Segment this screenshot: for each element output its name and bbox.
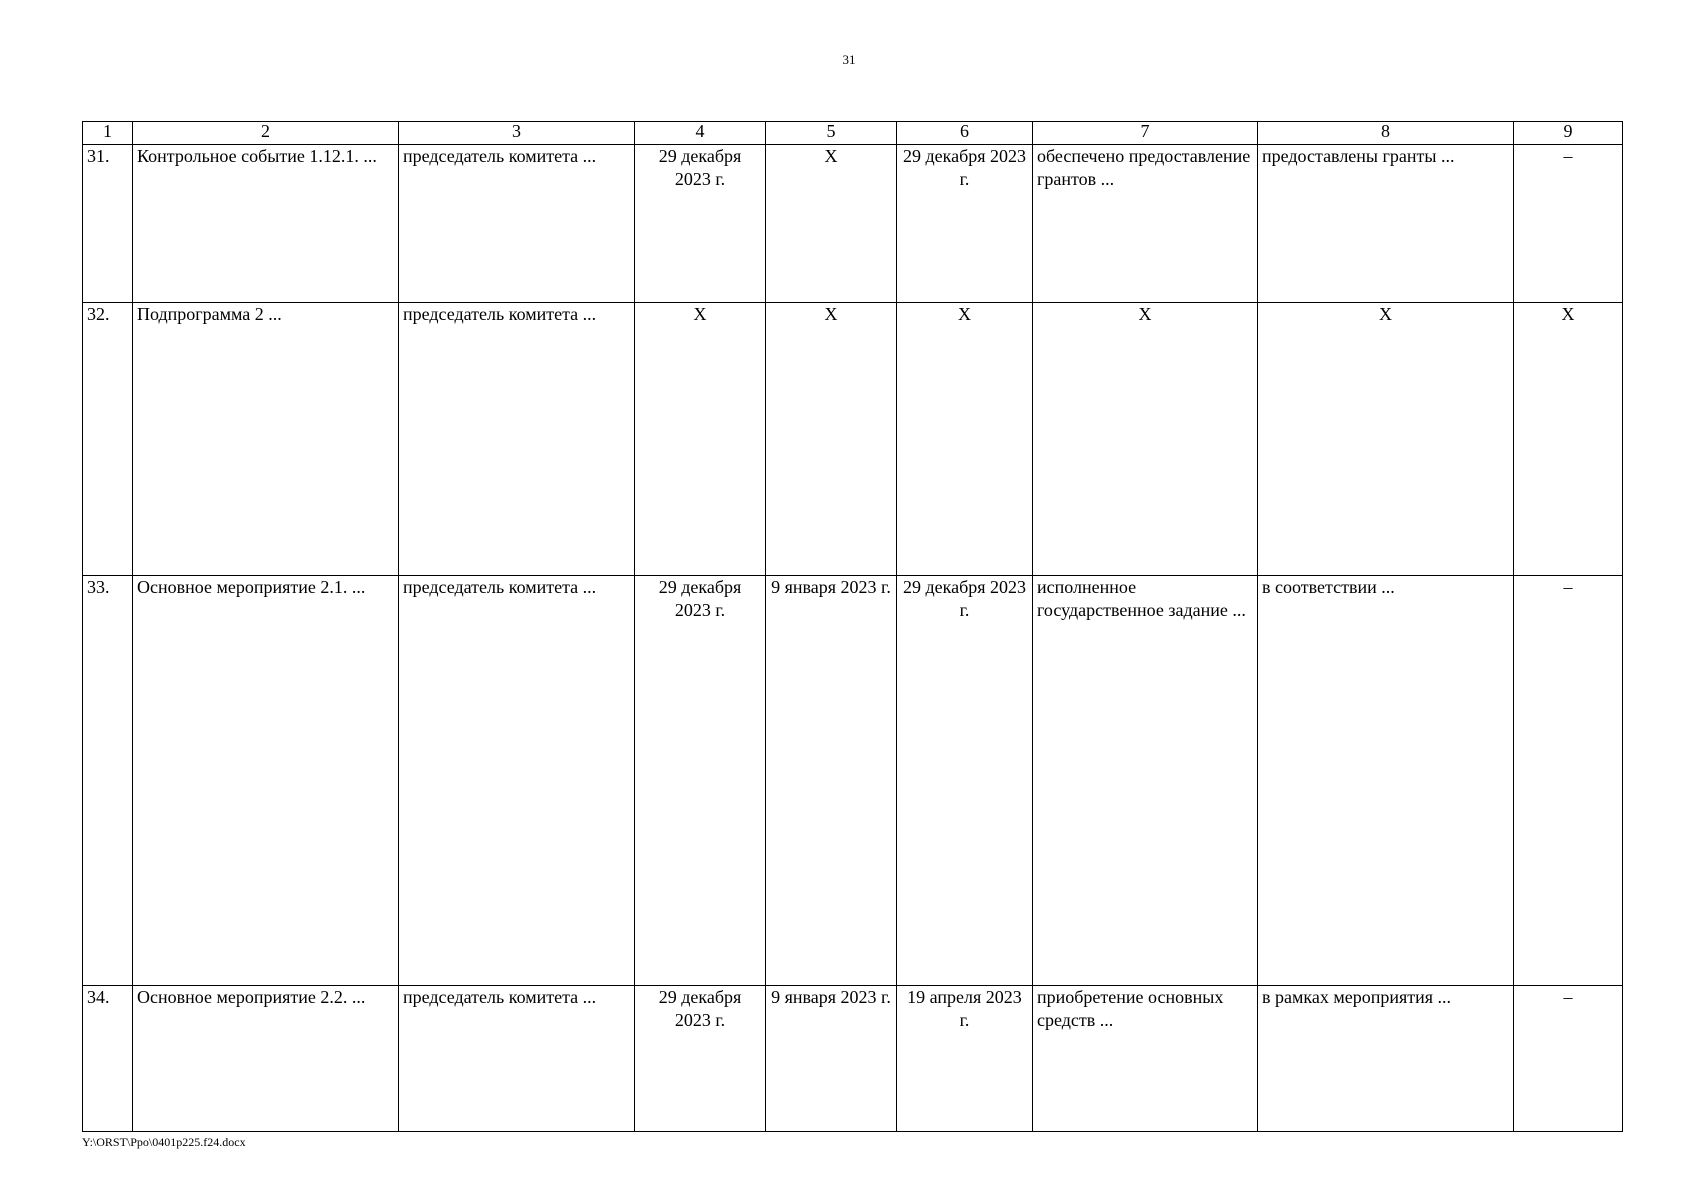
column-header: 8: [1258, 122, 1514, 145]
end-date-cell: 19 апреля 2023 г.: [897, 985, 1033, 1131]
row-number: 34.: [83, 985, 133, 1131]
responsible-cell: председатель комитета ...: [399, 575, 635, 985]
responsible-cell: председатель комитета ...: [399, 985, 635, 1131]
notes-cell: –: [1514, 575, 1623, 985]
planned-date-cell: 29 декабря 2023 г.: [635, 144, 766, 303]
page-number: 31: [842, 52, 856, 67]
expected-result-cell: исполненное государственное задание ...: [1033, 575, 1258, 985]
expected-result-cell: обеспечено предоставление грантов ...: [1033, 144, 1258, 303]
actual-result-cell: в соответствии ...: [1258, 575, 1514, 985]
expected-result-cell: X: [1033, 303, 1258, 576]
planned-date-cell: 29 декабря 2023 г.: [635, 985, 766, 1131]
event-name-cell: Основное мероприятие 2.2. ...: [133, 985, 399, 1131]
column-header: 7: [1033, 122, 1258, 145]
responsible-cell: председатель комитета ...: [399, 144, 635, 303]
table-header-row: [83, 122, 1623, 145]
actual-result-cell: X: [1258, 303, 1514, 576]
notes-cell: –: [1514, 144, 1623, 303]
expected-result-cell: приобретение основных средств ...: [1033, 985, 1258, 1131]
event-name-cell: Контрольное событие 1.12.1. ...: [133, 144, 399, 303]
column-header: 1: [83, 122, 133, 145]
planned-date-cell: X: [635, 303, 766, 576]
table-row: [83, 144, 1623, 303]
column-header: 6: [897, 122, 1033, 145]
notes-cell: X: [1514, 303, 1623, 576]
table-row: [83, 575, 1623, 985]
start-date-cell: 9 января 2023 г.: [766, 575, 897, 985]
report-table: [82, 121, 1623, 1132]
actual-result-cell: в рамках мероприятия ...: [1258, 985, 1514, 1131]
column-header: 3: [399, 122, 635, 145]
table-row: [83, 303, 1623, 576]
row-number: 31.: [83, 144, 133, 303]
actual-result-cell: предоставлены гранты ...: [1258, 144, 1514, 303]
responsible-cell: председатель комитета ...: [399, 303, 635, 576]
column-header: 4: [635, 122, 766, 145]
file-path-footer: Y:\ORST\Ppo\0401p225.f24.docx: [82, 1135, 246, 1149]
planned-date-cell: 29 декабря 2023 г.: [635, 575, 766, 985]
table-row: [83, 985, 1623, 1131]
column-header: 5: [766, 122, 897, 145]
notes-cell: –: [1514, 985, 1623, 1131]
end-date-cell: 29 декабря 2023 г.: [897, 144, 1033, 303]
end-date-cell: 29 декабря 2023 г.: [897, 575, 1033, 985]
start-date-cell: X: [766, 303, 897, 576]
event-name-cell: Подпрограмма 2 ...: [133, 303, 399, 576]
column-header: 2: [133, 122, 399, 145]
column-header: 9: [1514, 122, 1623, 145]
end-date-cell: X: [897, 303, 1033, 576]
row-number: 32.: [83, 303, 133, 576]
row-number: 33.: [83, 575, 133, 985]
start-date-cell: 9 января 2023 г.: [766, 985, 897, 1131]
event-name-cell: Основное мероприятие 2.1. ...: [133, 575, 399, 985]
start-date-cell: X: [766, 144, 897, 303]
